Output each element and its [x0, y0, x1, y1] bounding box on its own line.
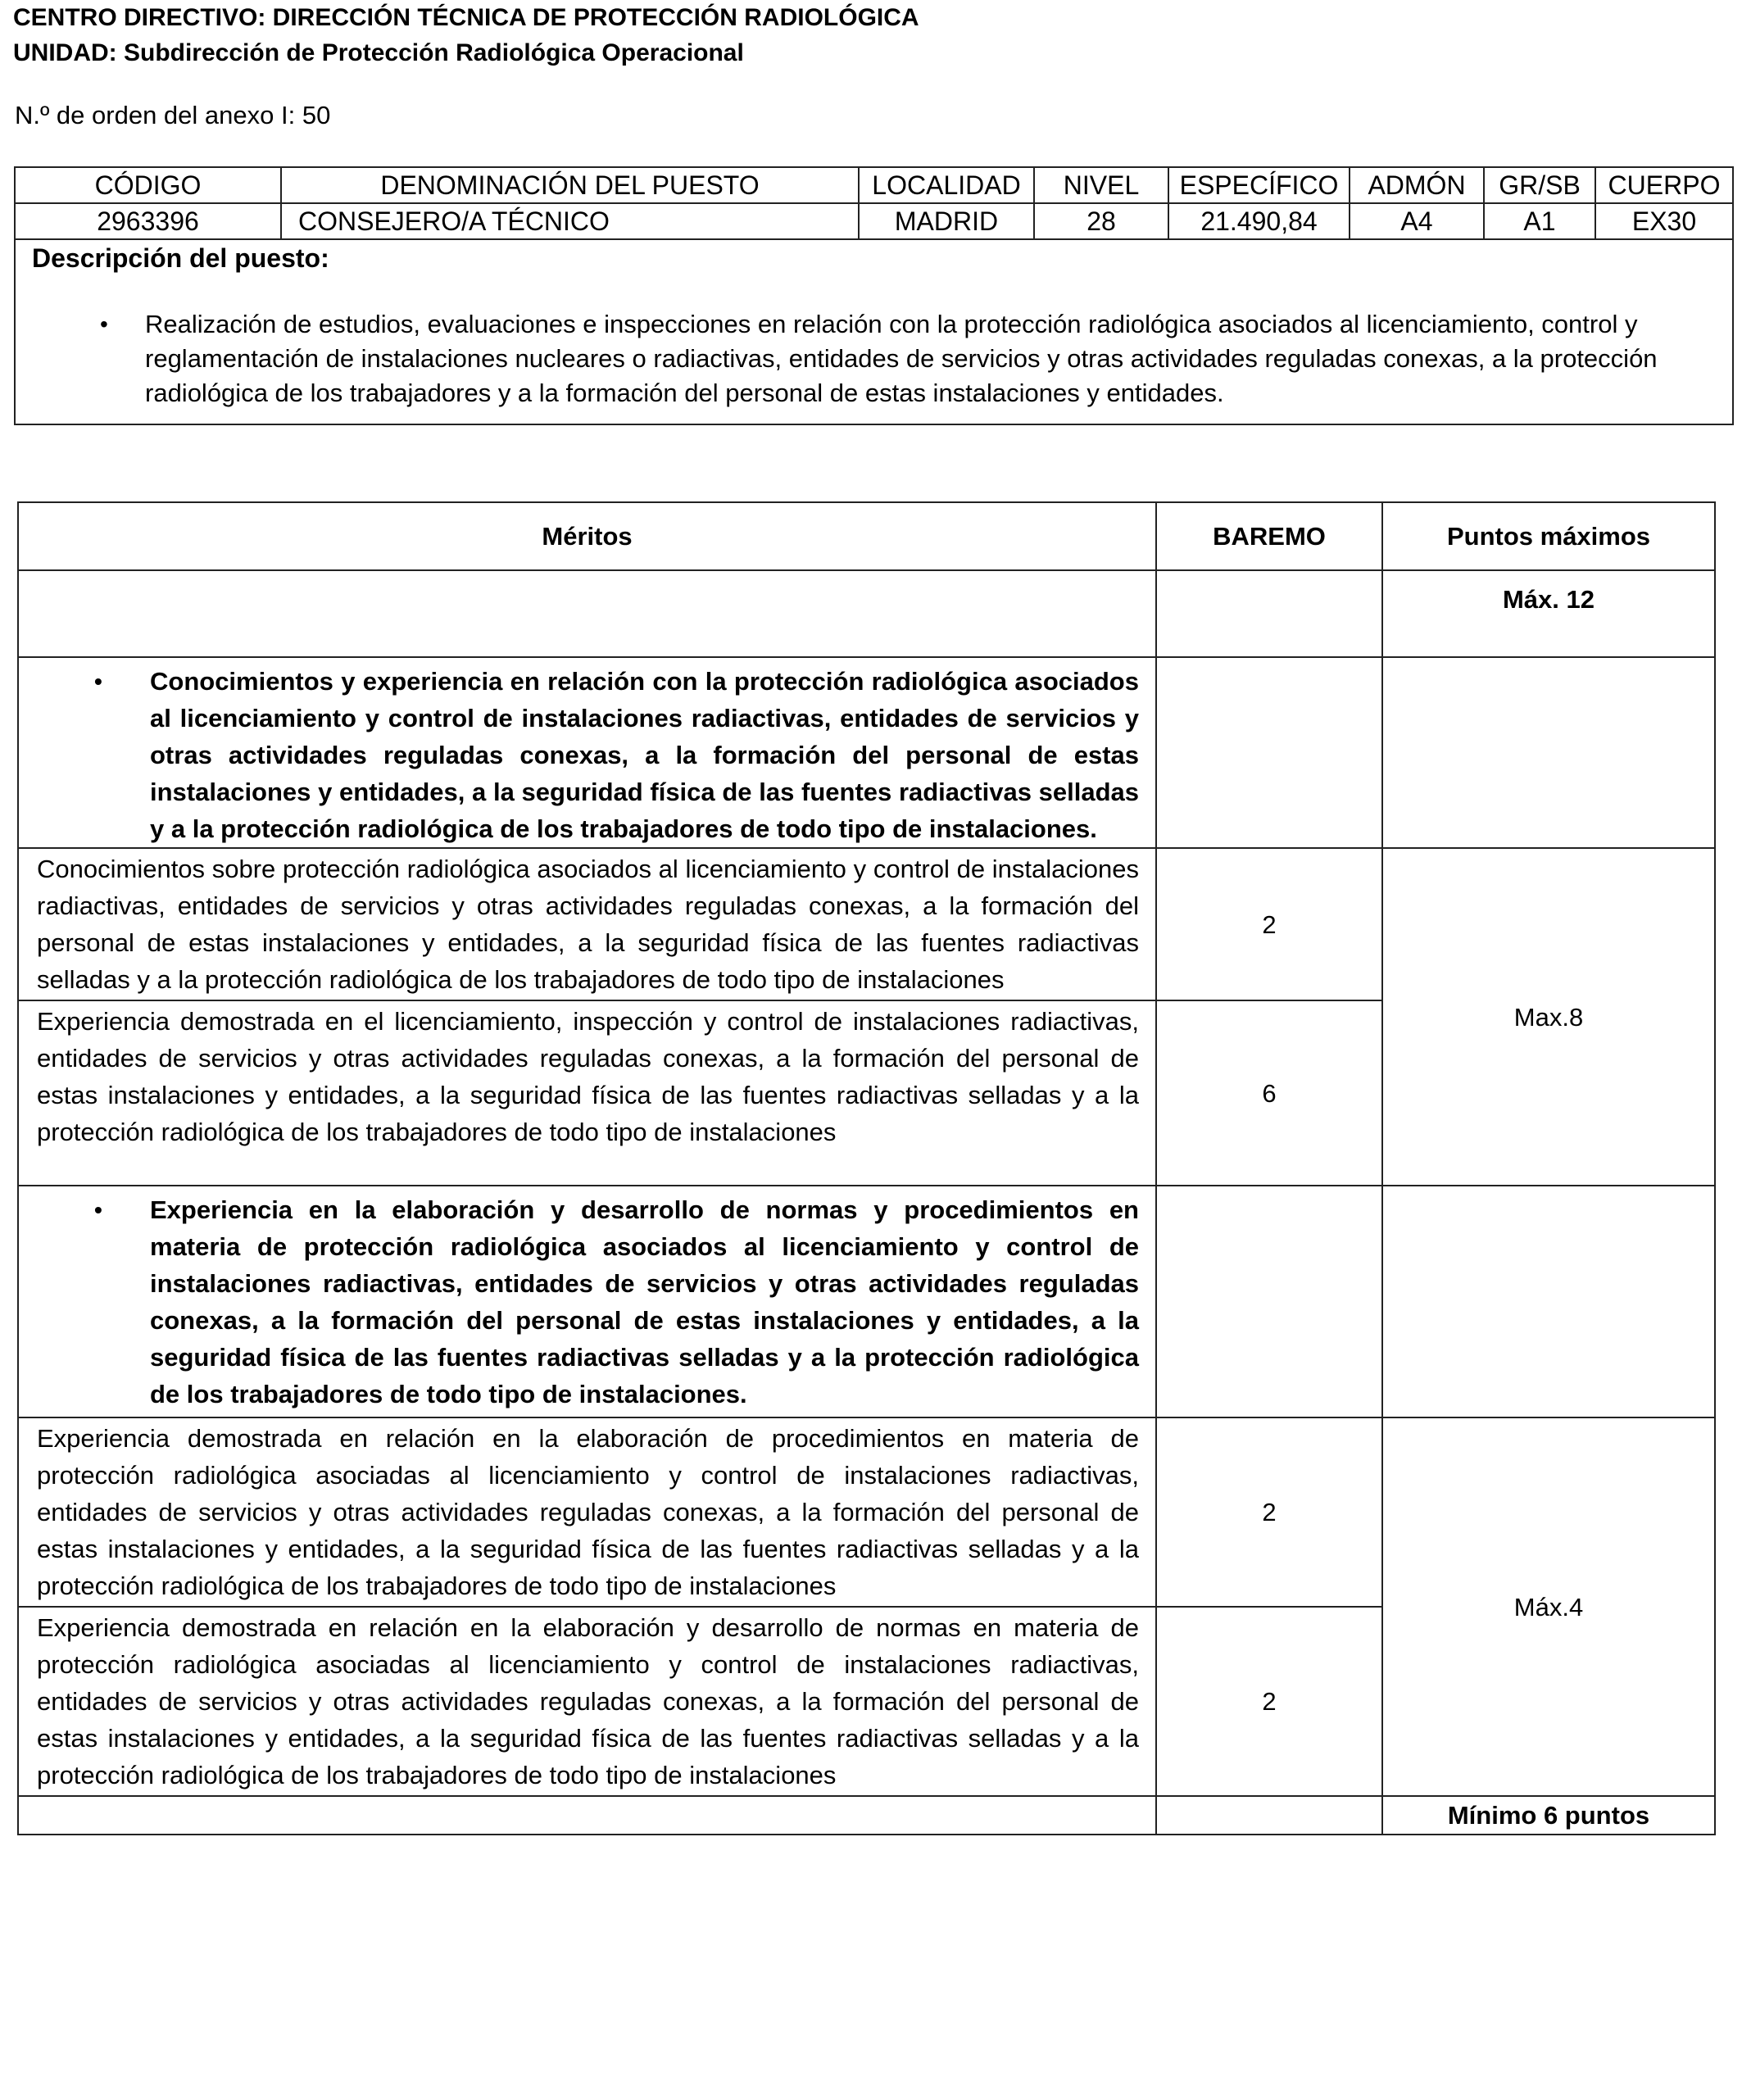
group-1-title-row	[18, 657, 1715, 848]
puesto-table	[14, 166, 1734, 425]
group-1-title	[18, 657, 1156, 848]
header-cuerpo: CUERPO	[1595, 167, 1733, 203]
group-2-title	[18, 1186, 1156, 1417]
empty-cell	[1382, 657, 1715, 848]
group-1-item-1-text: Conocimientos sobre protección radiológica asociados al licenciamiento y control de instalaciones radiactivas, entidades de servicios y otras actividades reguladas conexas, a la formación del personal de estas instalaciones y entidades, a la seguridad física de las fuentes radiactivas selladas y a la protección radiológica de los trabajadores de todo tipo de instalaciones	[18, 848, 1156, 1000]
group-1-item-2-baremo: 6	[1156, 1000, 1382, 1186]
puesto-values-row	[15, 203, 1733, 239]
minimo-puntos: Mínimo 6 puntos	[1382, 1796, 1715, 1835]
group-2-title-text: Experiencia en la elaboración y desarrollo de normas y procedimientos en materia de protección radiológica asociados al licenciamiento y control de instalaciones radiactivas, entidades de servicios y otras actividades reguladas conexas, a la formación del personal de estas instalaciones y entidades, a la seguridad física de las fuentes radiactivas selladas y a la protección radiológica de los trabajadores de todo tipo de instalaciones.	[150, 1195, 1139, 1408]
bullet-icon: •	[94, 669, 102, 694]
value-grsb: A1	[1484, 203, 1595, 239]
empty-cell	[1156, 570, 1382, 657]
header-localidad: LOCALIDAD	[859, 167, 1034, 203]
value-admon: A4	[1350, 203, 1484, 239]
header-admon: ADMÓN	[1350, 167, 1484, 203]
value-codigo: 2963396	[15, 203, 281, 239]
group-2-item-1-text: Experiencia demostrada en relación en la elaboración de procedimientos en materia de protección radiológica asociadas al licenciamiento y control de instalaciones radiactivas, entidades de servicios y otras actividades reguladas conexas, a la formación del personal de estas instalaciones y entidades, a la seguridad física de las fuentes radiactivas selladas y a la protección radiológica de los trabajadores de todo tipo de instalaciones	[18, 1417, 1156, 1607]
header-especifico: ESPECÍFICO	[1168, 167, 1350, 203]
value-cuerpo: EX30	[1595, 203, 1733, 239]
group-1-item-1-baremo: 2	[1156, 848, 1382, 1000]
empty-cell	[1382, 1186, 1715, 1417]
group-2-item-1-row	[18, 1417, 1715, 1607]
meritos-header-row	[18, 502, 1715, 570]
descripcion-cell	[15, 239, 1733, 424]
value-denominacion: CONSEJERO/A TÉCNICO	[281, 203, 859, 239]
group-1-title-text: Conocimientos y experiencia en relación con la protección radiológica asociados al licenciamiento y control de instalaciones radiactivas, entidades de servicios y otras actividades reguladas conexas, a la formación del personal de estas instalaciones y entidades, a la seguridad física de las fuentes radiactivas selladas y a la protección radiológica de los trabajadores de todo tipo de instalaciones.	[150, 667, 1139, 843]
header-nivel: NIVEL	[1034, 167, 1168, 203]
value-especifico: 21.490,84	[1168, 203, 1350, 239]
header-meritos: Méritos	[18, 502, 1156, 570]
centro-directivo: CENTRO DIRECTIVO: DIRECCIÓN TÉCNICA DE PROTECCIÓN RADIOLÓGICA	[13, 4, 919, 31]
max-total-row	[18, 570, 1715, 657]
value-localidad: MADRID	[859, 203, 1034, 239]
group-2-item-2-baremo: 2	[1156, 1607, 1382, 1796]
bullet-icon: •	[94, 1197, 102, 1222]
minimo-row	[18, 1796, 1715, 1835]
descripcion-text: Realización de estudios, evaluaciones e inspecciones en relación con la protección radiológica asociados al licenciamiento, control y reglamentación de instalaciones nucleares o radiactivas, entidades de servicios y otras actividades reguladas conexas, a la protección radiológica de los trabajadores y a la formación del personal de estas instalaciones y entidades.	[145, 310, 1658, 407]
empty-cell	[18, 570, 1156, 657]
empty-cell	[1156, 1796, 1382, 1835]
empty-cell	[1156, 657, 1382, 848]
max-total: Máx. 12	[1382, 570, 1715, 657]
group-1-max: Max.8	[1382, 848, 1715, 1186]
group-2-item-1-baremo: 2	[1156, 1417, 1382, 1607]
group-1-item-2-text: Experiencia demostrada en el licenciamiento, inspección y control de instalaciones radiactivas, entidades de servicios y otras actividades reguladas conexas, a la formación del personal de estas instalaciones y entidades, a la seguridad física de las fuentes radiactivas selladas y a la protección radiológica de los trabajadores de todo tipo de instalaciones	[18, 1000, 1156, 1186]
header-baremo: BAREMO	[1156, 502, 1382, 570]
header-codigo: CÓDIGO	[15, 167, 281, 203]
descripcion-row	[15, 239, 1733, 424]
meritos-table	[17, 501, 1716, 1835]
header-puntos: Puntos máximos	[1382, 502, 1715, 570]
empty-cell	[1156, 1186, 1382, 1417]
group-2-title-row	[18, 1186, 1715, 1417]
empty-cell	[18, 1796, 1156, 1835]
group-1-item-1-row	[18, 848, 1715, 1000]
descripcion-item	[16, 307, 1732, 410]
numero-orden: N.º de orden del anexo I: 50	[15, 101, 331, 129]
header-denominacion: DENOMINACIÓN DEL PUESTO	[281, 167, 859, 203]
group-2-item-2-text: Experiencia demostrada en relación en la elaboración y desarrollo de normas en materia de protección radiológica asociadas al licenciamiento y control de instalaciones radiactivas, entidades de servicios y otras actividades reguladas conexas, a la formación del personal de estas instalaciones y entidades, a la seguridad física de las fuentes radiactivas selladas y a la protección radiológica de los trabajadores de todo tipo de instalaciones	[18, 1607, 1156, 1796]
puesto-header-row	[15, 167, 1733, 203]
unidad: UNIDAD: Subdirección de Protección Radiológica Operacional	[13, 39, 744, 66]
header-grsb: GR/SB	[1484, 167, 1595, 203]
bullet-icon: •	[100, 311, 108, 337]
descripcion-label: Descripción del puesto:	[32, 243, 329, 273]
group-2-max: Máx.4	[1382, 1417, 1715, 1796]
value-nivel: 28	[1034, 203, 1168, 239]
